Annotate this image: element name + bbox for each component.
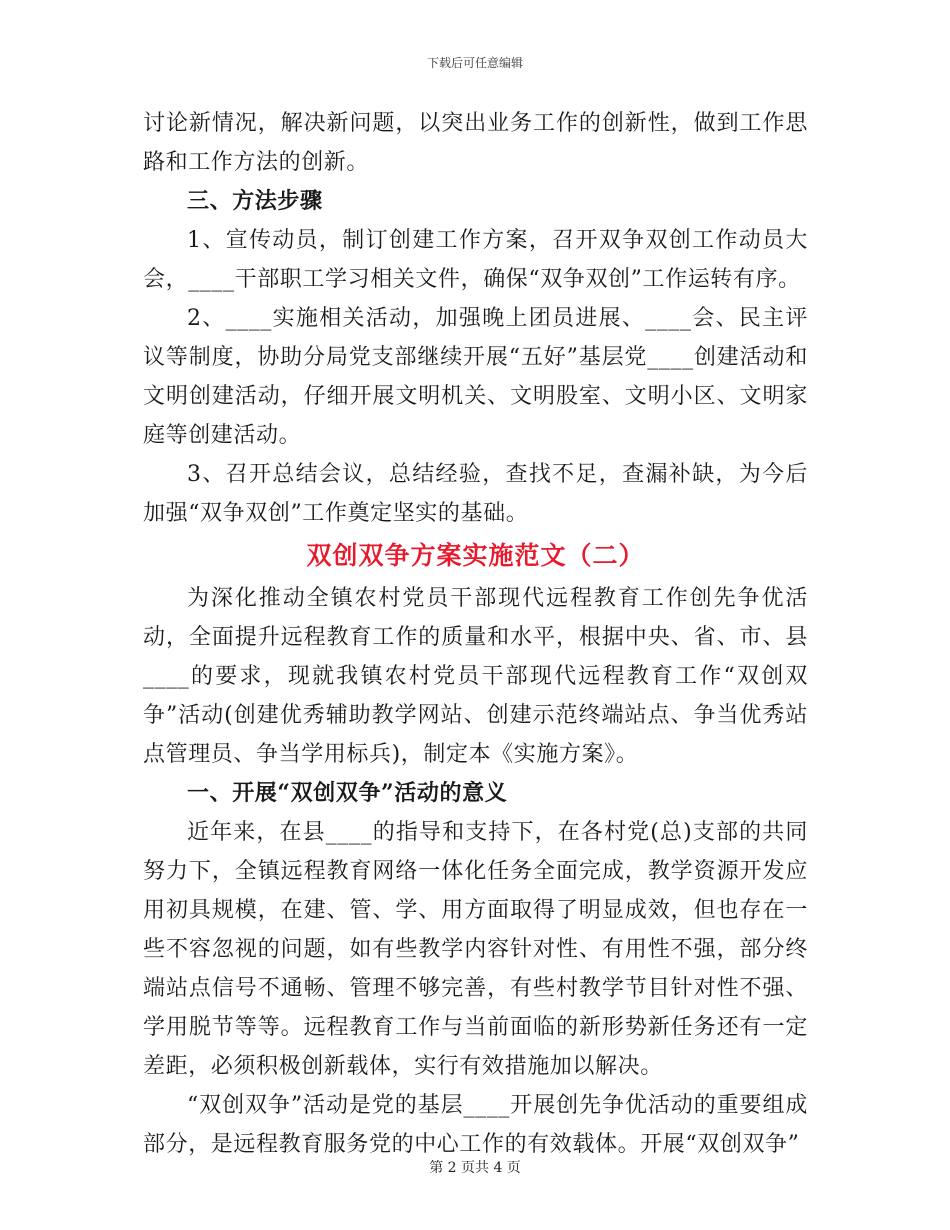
- paragraph-significance: “双创双争”活动是党的基层____开展创先争优活动的重要组成部分，是远程教育服务党的中心工作的有效载体。开展“双创双争”: [143, 1093, 808, 1157]
- section-title: 双创双争方案实施范文（二）: [306, 541, 645, 570]
- paragraph-background: 近年来，在县____的指导和支持下，在各村党(总)支部的共同努力下，全镇远程教育网络一体化任务全面完成，教学资源开发应用初具规模，在建、管、学、用方面取得了明显成效，但也存在一些不容忽视的问题，如有些教学内容针对性、有用性不强，部分终端站点信号不通畅、管理不够完善，有些村教学节目针对性不强、学用脱节等等。远程教育工作与当前面临的新形势新任务还有一定差距，必须积极创新载体，实行有效措施加以解决。: [143, 820, 808, 1079]
- heading-meaning: 一、开展“双创双争”活动的意义: [187, 780, 508, 806]
- heading-methods-steps: 三、方法步骤: [187, 188, 323, 214]
- page-number: 第 2 页共 4 页: [429, 1160, 521, 1176]
- paragraph-step-2: 2、____实施相关活动，加强晚上团员进展、____会、民主评议等制度，协助分局党支部继续开展“五好”基层党____创建活动和文明创建活动，仔细开展文明机关、文明股室、文明小区、文明家庭等创建活动。: [143, 306, 808, 448]
- document-body: [143, 104, 808, 1164]
- paragraph-intro: 为深化推动全镇农村党员干部现代远程教育工作创先争优活动，全面提升远程教育工作的质量和水平，根据中央、省、市、县____的要求，现就我镇农村党员干部现代远程教育工作“双创双争”活动(创建优秀辅助教学网站、创建示范终端站点、争当优秀站点管理员、争当学用标兵)，制定本《实施方案》。: [143, 586, 808, 767]
- header-note: 下载后可任意编辑: [426, 56, 523, 70]
- paragraph-step-1: 1、宣传动员，制订创建工作方案，召开双争双创工作动员大会，____干部职工学习相关文件，确保“双争双创”工作运转有序。: [143, 228, 808, 292]
- paragraph-continuation: 讨论新情况，解决新问题，以突出业务工作的创新性，做到工作思路和工作方法的创新。: [143, 111, 808, 175]
- paragraph-step-3: 3、召开总结会议，总结经验，查找不足，查漏补缺，为今后加强“双争双创”工作奠定坚实的基础。: [143, 462, 808, 526]
